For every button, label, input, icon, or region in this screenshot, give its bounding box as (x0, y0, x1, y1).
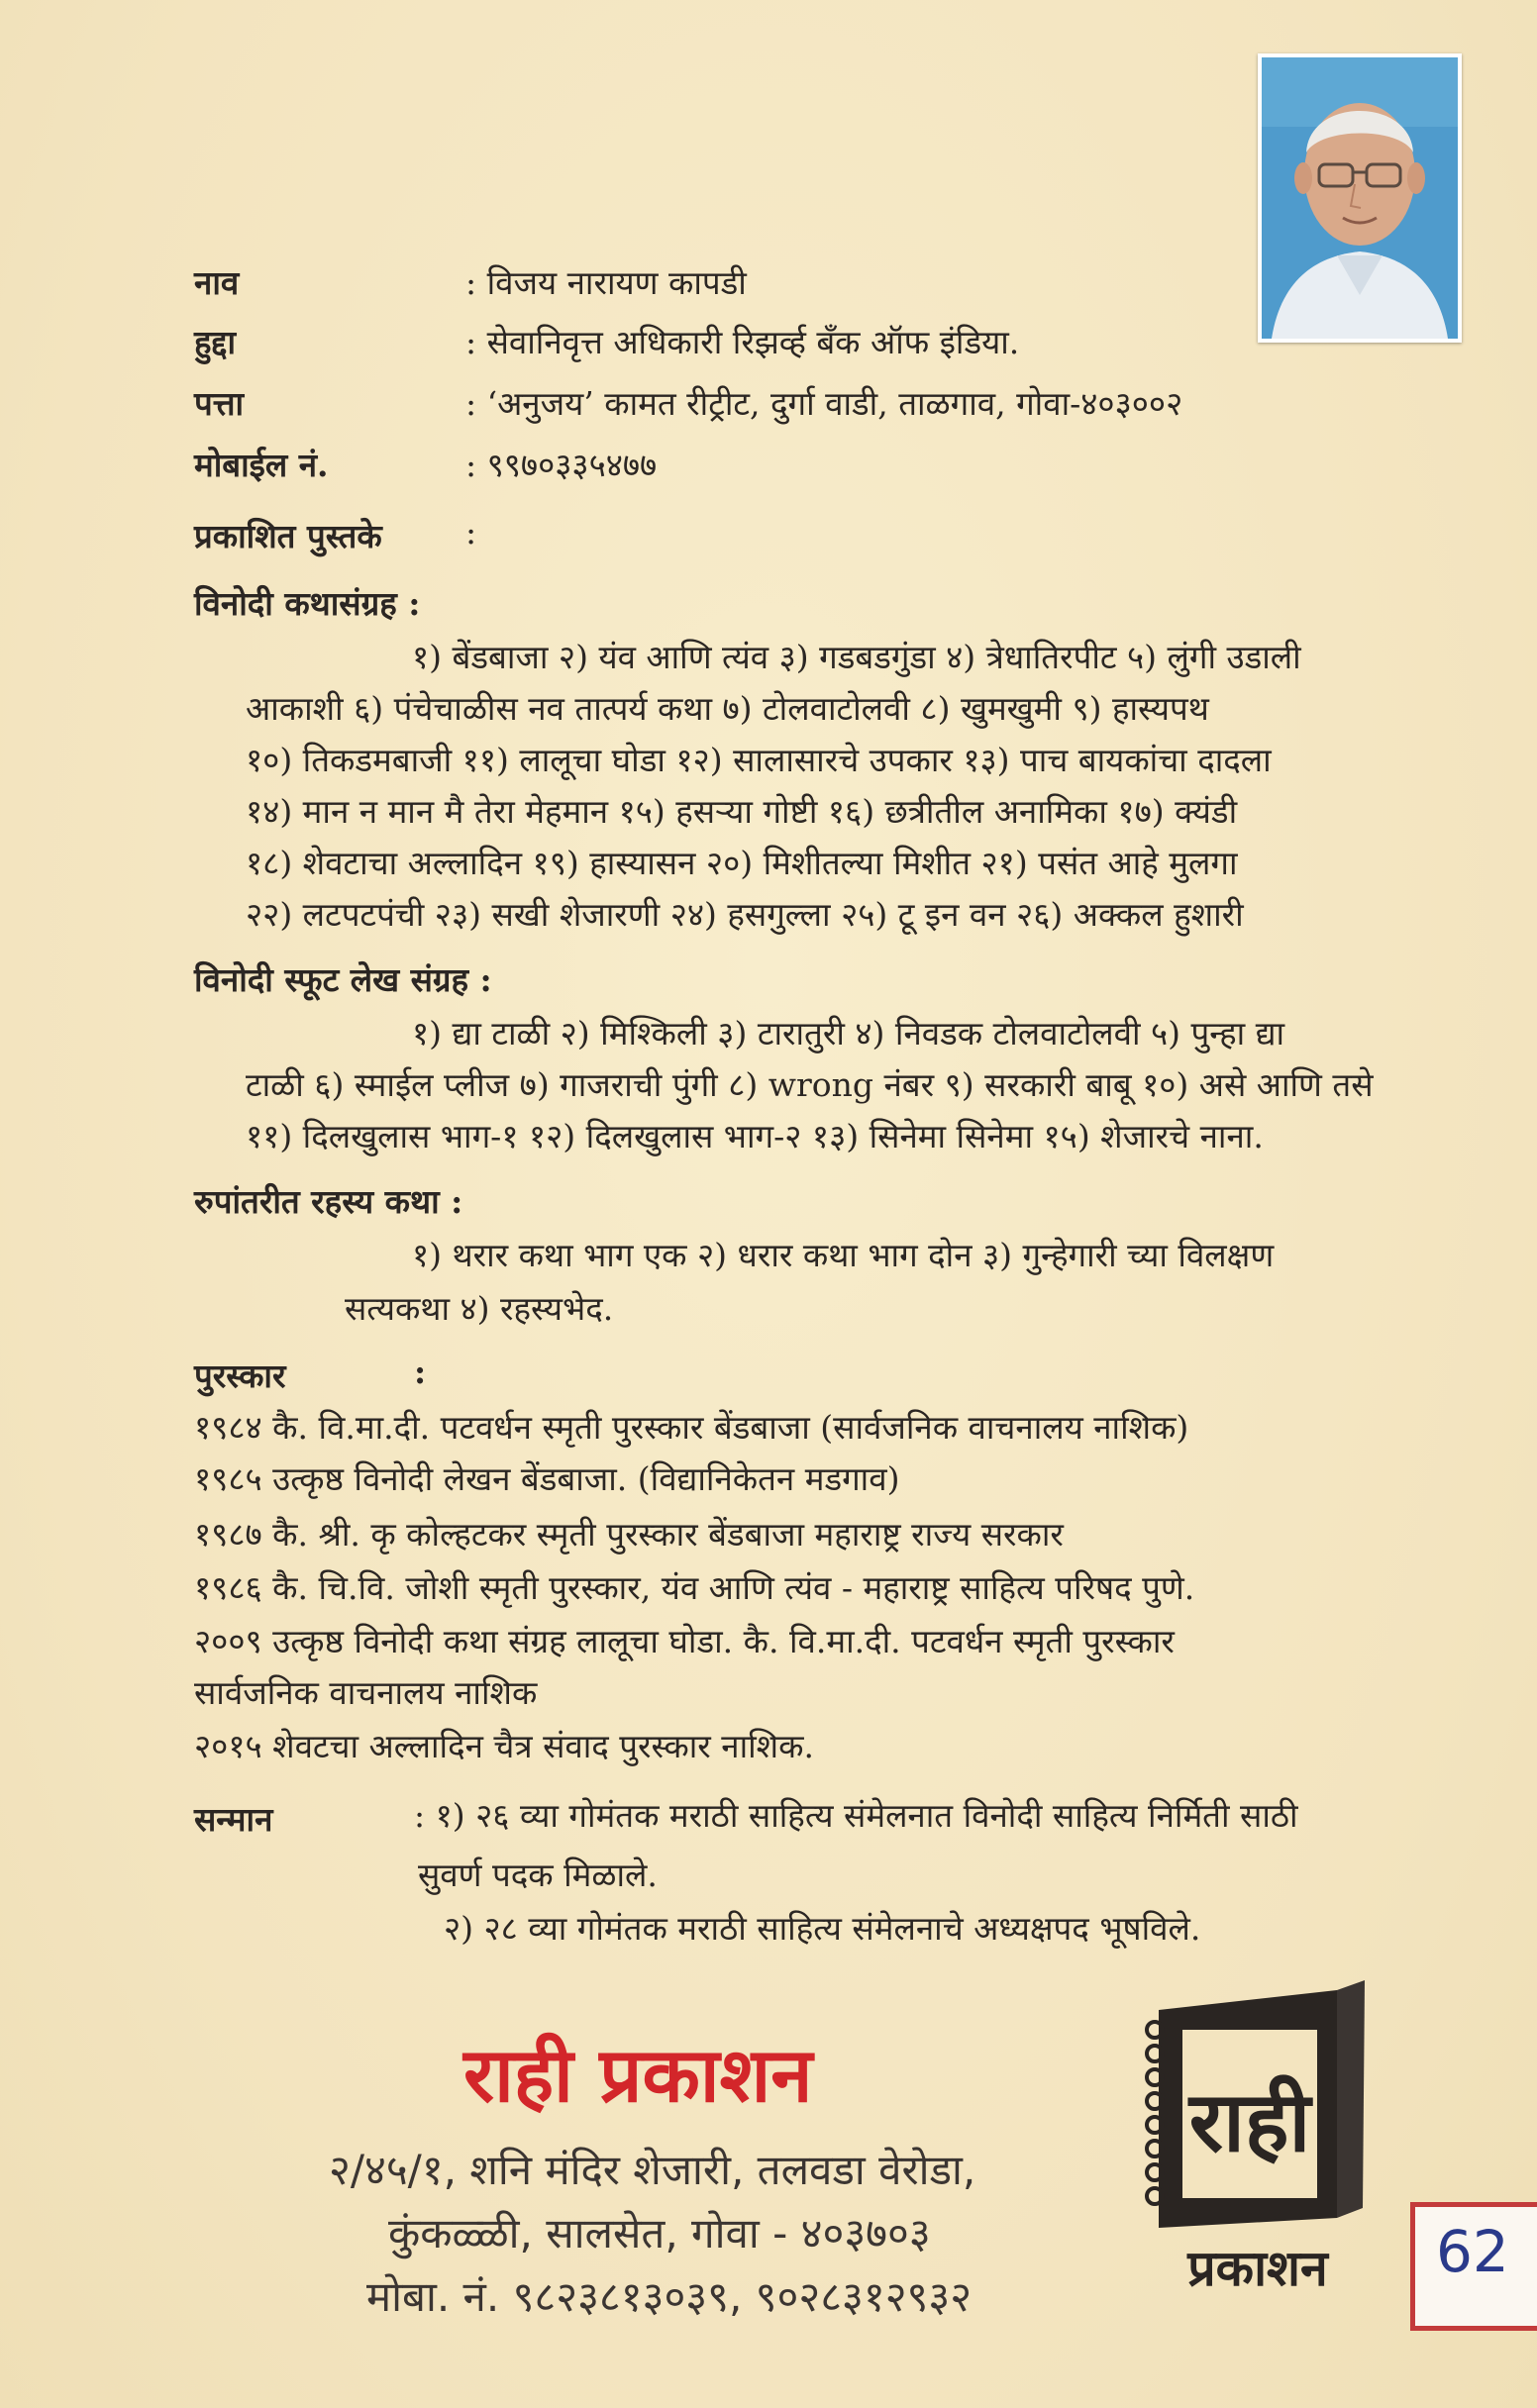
humor-stories-line: १०) तिकडमबाजी ११) लालूचा घोडा १२) सालासारचे उपकार १३) पाच बायकांचा दादला (246, 741, 1272, 779)
publisher-logo (1139, 1970, 1377, 2307)
publisher-address-line2: कुंकळ्ळी, सालसेत, गोवा - ४०३७०३ (388, 2209, 931, 2258)
humor-articles-line: १) द्या टाळी २) मिश्किली ३) टारातुरी ४) निवडक टोलवाटोलवी ५) पुन्हा द्या (412, 1014, 1285, 1053)
honor-line: सुवर्ण पदक मिळाले. (418, 1856, 658, 1894)
name-label: नाव (194, 263, 240, 302)
award-line: सार्वजनिक वाचनालय नाशिक (194, 1673, 538, 1712)
awards-colon: : (414, 1353, 427, 1391)
address-label: पत्ता (194, 384, 245, 423)
page-stamp-number: 62 (1436, 2218, 1509, 2285)
award-line: १९८७ कै. श्री. कृ कोल्हटकर स्मृती पुरस्कार बेंडबाजा महाराष्ट्र राज्य सरकार (194, 1515, 1064, 1554)
publisher-name: राही प्रकाशन (463, 2031, 813, 2119)
humor-articles-heading: विनोदी स्फूट लेख संग्रह : (194, 960, 492, 999)
mobile-value: : ९९७०३३५४७७ (465, 446, 658, 484)
award-line: १९८५ उत्कृष्ठ विनोदी लेखन बेंडबाजा. (विद्यानिकेतन मडगाव) (194, 1459, 900, 1498)
humor-articles-line: ११) दिलखुलास भाग-१ १२) दिलखुलास भाग-२ १३) सिनेमा सिनेमा १५) शेजारचे नाना. (246, 1117, 1264, 1155)
books-colon: : (465, 513, 477, 552)
honor-line: २) २८ व्या गोमंतक मराठी साहित्य संमेलनाचे अध्यक्षपद भूषविले. (444, 1909, 1201, 1948)
publisher-phone: मोबा. नं. ९८२३८१३०३९, ९०२८३१२९३२ (366, 2272, 973, 2321)
humor-stories-line: आकाशी ६) पंचेचाळीस नव तात्पर्य कथा ७) टोलवाटोलवी ८) खुमखुमी ९) हास्यपथ (246, 689, 1209, 728)
humor-stories-line: १) बेंडबाजा २) यंव आणि त्यंव ३) गडबडगुंडा ४) त्रेधातिरपीट ५) लुंगी उडाली (412, 638, 1301, 676)
address-value: : ‘अनुजय’ कामत रीट्रीट, दुर्गा वाडी, ताळगाव, गोवा-४०३००२ (465, 384, 1183, 423)
humor-articles-line: टाळी ६) स्माईल प्लीज ७) गाजराची पुंगी ८) wrong नंबर ९) सरकारी बाबू १०) असे आणि तसे (246, 1065, 1374, 1104)
name-value: : विजय नारायण कापडी (465, 263, 747, 302)
humor-stories-line: १४) मान न मान मै तेरा मेहमान १५) हसऱ्या गोष्टी १६) छत्रीतील अनामिका १७) क्यंडी (246, 792, 1238, 831)
logo-glyph: राही (1188, 2073, 1311, 2170)
award-line: १९८६ कै. चि.वि. जोशी स्मृती पुरस्कार, यंव आणि त्यंव - महाराष्ट्र साहित्य परिषद पुणे. (194, 1568, 1195, 1607)
post-value: : सेवानिवृत्त अधिकारी रिझर्व्ह बँक ऑफ इंडिया. (465, 323, 1020, 361)
logo-subtext: प्रकाशन (1187, 2240, 1328, 2297)
mystery-line: सत्यकथा ४) रहस्यभेद. (345, 1289, 614, 1328)
awards-heading: पुरस्कार (194, 1356, 286, 1395)
author-photo (1258, 53, 1462, 343)
mystery-heading: रुपांतरीत रहस्य कथा : (194, 1182, 463, 1221)
publisher-address-line1: २/४५/१, शनि मंदिर शेजारी, तलवडा वेरोडा, (329, 2146, 976, 2194)
honors-heading: सन्मान (194, 1800, 273, 1839)
humor-stories-heading: विनोदी कथासंग्रह : (194, 584, 421, 623)
award-line: २००९ उत्कृष्ठ विनोदी कथा संग्रह लालूचा घोडा. कै. वि.मा.दी. पटवर्धन स्मृती पुरस्कार (194, 1622, 1175, 1660)
mobile-label: मोबाईल नं. (194, 446, 329, 484)
honor-line: : १) २६ व्या गोमंतक मराठी साहित्य संमेलनात विनोदी साहित्य निर्मिती साठी (414, 1796, 1298, 1835)
award-line: १९८४ कै. वि.मा.दी. पटवर्धन स्मृती पुरस्कार बेंडबाजा (सार्वजनिक वाचनालय नाशिक) (194, 1408, 1189, 1447)
books-label: प्रकाशित पुस्तके (194, 517, 382, 555)
book-logo-icon (1139, 1970, 1377, 2307)
humor-stories-line: १८) शेवटाचा अल्लादिन १९) हास्यासन २०) मिशीतल्या मिशीत २१) पसंत आहे मुलगा (246, 844, 1238, 882)
post-label: हुद्दा (194, 323, 237, 361)
author-portrait-image (1262, 57, 1458, 339)
mystery-line: १) थरार कथा भाग एक २) धरार कथा भाग दोन ३) गुन्हेगारी च्या विलक्षण (412, 1236, 1275, 1274)
humor-stories-line: २२) लटपटपंची २३) सखी शेजारणी २४) हसगुल्ला २५) टू इन वन २६) अक्कल हुशारी (246, 895, 1244, 934)
award-line: २०१५ शेवटचा अल्लादिन चैत्र संवाद पुरस्कार नाशिक. (194, 1727, 814, 1765)
